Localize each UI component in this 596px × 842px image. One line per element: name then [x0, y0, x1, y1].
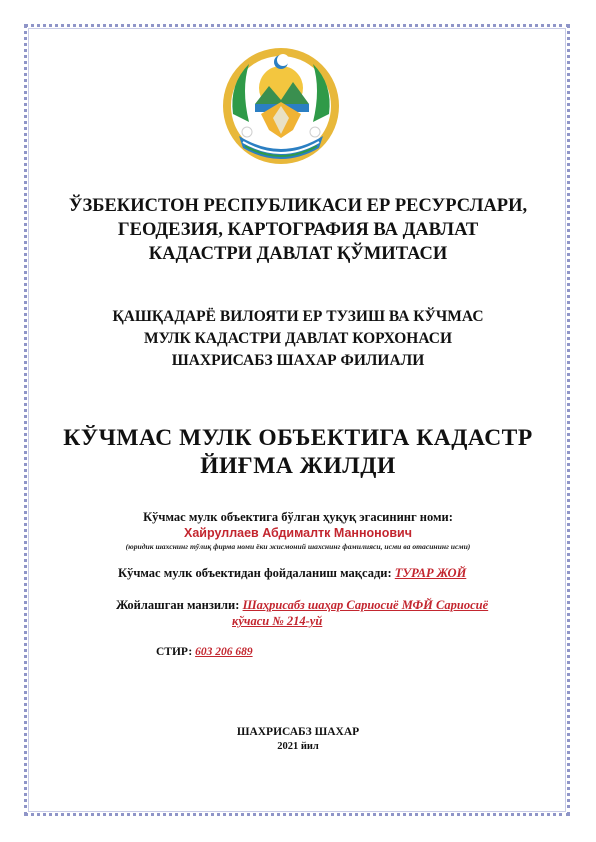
address-value-line-1: Шаҳрисабз шаҳар Сариосиё МФЙ Сариосиё [242, 598, 489, 612]
owner-note: (юридик шахснинг тўлиқ фирма номи ёки жисмоний шахснинг фамилияси, исми ва отасининг исми) [125, 542, 471, 551]
uzbekistan-state-emblem-icon [219, 44, 343, 168]
document-title-line-1: КЎЧМАС МУЛК ОБЪЕКТИГА КАДАСТР [63, 425, 533, 451]
address-row [116, 598, 488, 613]
branch-heading [40, 306, 556, 372]
agency-line-3: КАДАСТРИ ДАВЛАТ ҚЎМИТАСИ [148, 244, 448, 264]
owner-name: Хайруллаев Абдималтк Маннонович [184, 526, 412, 540]
stir-value: 603 206 689 [195, 646, 253, 658]
address-label: Жойлашган манзили: [116, 598, 240, 612]
purpose-label: Кўчмас мулк объектидан фойдаланиш мақсади: [118, 566, 392, 580]
address-value-line-2: кўчаси № 214-уй [232, 614, 323, 628]
branch-line-3: ШАХРИСАБЗ ШАХАР ФИЛИАЛИ [171, 352, 425, 369]
agency-heading [40, 194, 556, 266]
purpose-row [118, 566, 466, 581]
agency-line-1: ЎЗБЕКИСТОН РЕСПУБЛИКАСИ ЕР РЕСУРСЛАРИ, [68, 196, 528, 216]
agency-line-2: ГЕОДЕЗИЯ, КАРТОГРАФИЯ ВА ДАВЛАТ [117, 220, 479, 240]
address-row-2 [232, 614, 322, 629]
footer-city: ШАХРИСАБЗ ШАХАР [236, 726, 360, 738]
owner-label: Кўчмас мулк объектига бўлган ҳуқуқ эгасининг номи: [143, 510, 453, 524]
branch-line-2: МУЛК КАДАСТРИ ДАВЛАТ КОРХОНАСИ [143, 330, 453, 347]
document-title [40, 424, 556, 480]
footer-year: 2021 йил [277, 741, 319, 752]
stir-label: СТИР: [156, 646, 193, 658]
document-title-line-2: ЙИҒМА ЖИЛДИ [200, 453, 396, 479]
stir-row [156, 646, 253, 658]
branch-line-1: ҚАШҚАДАРЁ ВИЛОЯТИ ЕР ТУЗИШ ВА КЎЧМАС [112, 308, 484, 325]
purpose-value: ТУРАР ЖОЙ [394, 566, 467, 580]
